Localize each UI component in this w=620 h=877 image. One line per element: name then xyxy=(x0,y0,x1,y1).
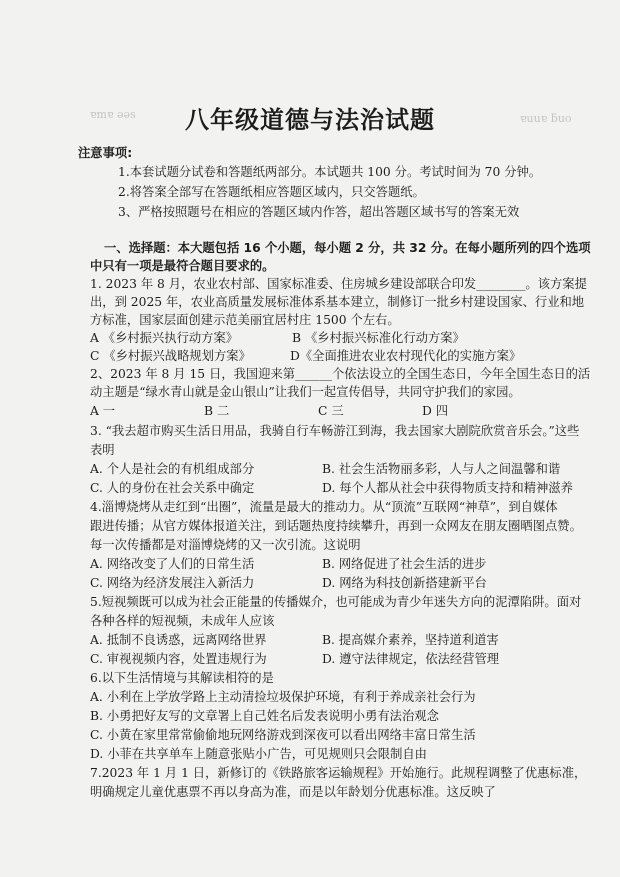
notice-item: 1.本套试题分试卷和答题纸两部分。本试题共 100 分。考试时间为 70 分钟。 xyxy=(118,165,542,179)
question-5-option-c: C. 审视视频内容，处置违规行为 xyxy=(90,652,267,666)
question-3-stem: 3. “我去超市购买生活日用品，我骑自行车畅游江到海，我去国家大剧院欣赏音乐会。”这些 xyxy=(90,424,580,438)
question-5-option-d: D. 遵守法律规定，依法经营管理 xyxy=(322,652,500,666)
bleed-through-text-left: ɐmɐ ǝǝs xyxy=(90,108,136,121)
question-1-stem: 1. 2023 年 8 月，农业农村部、国家标准委、住房城乡建设部联合印发________。该方案提 xyxy=(90,277,587,291)
question-4-option-a: A. 网络改变了人们的日常生活 xyxy=(90,557,255,571)
question-1-option-d: D《全面推进农业农村现代化的实施方案》 xyxy=(290,349,522,363)
question-6-option-a: A. 小利在上学放学路上主动清捡垃圾保护环境，有利于养成亲社会行为 xyxy=(90,690,476,704)
question-1-option-b: B 《乡村振兴标准化行动方案》 xyxy=(292,331,465,345)
question-7-stem: 7.2023 年 1 月 1 日，新修订的《铁路旅客运输规程》开始施行。此规程调整了优惠标准， xyxy=(90,766,587,780)
exam-title: 八年级道德与法治试题 xyxy=(185,106,435,134)
question-5-option-a: A. 抵制不良诱惑，远离网络世界 xyxy=(90,633,267,647)
notice-item: 3、严格按照题号在相应的答题区域内作答，超出答题区域书写的答案无效 xyxy=(118,205,520,219)
question-3-option-d: D. 每个人都从社会中获得物质支持和精神滋养 xyxy=(322,481,573,495)
bleed-through-text-right: ɐuuɐ ƃuo xyxy=(520,112,572,125)
question-2-option-c: C 三 xyxy=(318,404,344,418)
question-4-stem-cont: 每一次传播都是对淄博烧烤的又一次引流。这说明 xyxy=(90,538,361,552)
question-6-stem: 6.以下生活情境与其解读相符的是 xyxy=(90,671,274,685)
section-header-cont: 中只有一项是最符合题目要求的。 xyxy=(90,259,275,273)
question-5-stem-cont: 各种各样的短视频，未成年人应该 xyxy=(90,614,275,628)
question-6-option-b: B. 小勇把好友写的文章署上自己姓名后发表说明小勇有法治观念 xyxy=(90,709,439,723)
notice-heading: 注意事项: xyxy=(78,146,133,160)
question-5-option-b: B. 提高媒介素养，坚持道利道害 xyxy=(322,633,499,647)
section-header: 一、选择题：本大题包括 16 个小题，每小题 2 分，共 32 分。在每小题所列的四个选项 xyxy=(104,241,591,255)
question-2-stem: 2、2023 年 8 月 15 日，我国迎来第______个依法设立的全国生态日，今年全国生态日的活 xyxy=(90,367,591,381)
question-6-option-c: C. 小黄在家里常常偷偷地玩网络游戏到深夜可以看出网络丰富日常生活 xyxy=(90,728,476,742)
question-5-stem: 5.短视频既可以成为社会正能量的传播媒介，也可能成为青少年迷失方向的泥潭陷阱。面对 xyxy=(90,595,582,609)
question-3-option-a: A. 个人是社会的有机组成部分 xyxy=(90,462,255,476)
question-2-option-b: B 二 xyxy=(204,404,230,418)
question-2-stem-cont: 动主题是“绿水青山就是金山银山”让我们一起宣传倡导，共同守护我们的家园。 xyxy=(90,385,521,399)
question-3-stem-cont: 表明 xyxy=(90,443,115,457)
notice-item: 2.将答案全部写在答题纸相应答题区域内，只交答题纸。 xyxy=(118,185,425,199)
question-1-stem-cont: 方标准，国家层面创建示范美丽宜居村庄 1500 个左右。 xyxy=(90,313,400,327)
question-4-stem-cont: 跟进传播；从官方媒体报道关注，到话题热度持续攀升，再到一众网友在朋友圈晒图点赞。 xyxy=(90,519,582,533)
question-7-stem-cont: 明确规定儿童优惠票不再以身高为准，而是以年龄划分优惠标准。这反映了 xyxy=(90,785,496,799)
question-6-option-d: D. 小菲在共享单车上随意张贴小广告，可见规则只会限制自由 xyxy=(90,747,427,761)
question-3-option-b: B. 社会生活物丽多彩，人与人之间温馨和谐 xyxy=(322,462,561,476)
question-1-option-a: A 《乡村振兴执行动方案》 xyxy=(90,331,239,345)
question-1-stem-cont: 出，到 2025 年，农业高质量发展标准体系基本建立，制修订一批乡村建设国家、行业和地 xyxy=(90,295,585,309)
question-4-option-d: D. 网络为科技创新搭建新平台 xyxy=(322,576,487,590)
question-4-option-c: C. 网络为经济发展注入新活力 xyxy=(90,576,255,590)
question-2-option-d: D 四 xyxy=(422,404,449,418)
question-4-option-b: B. 网络促进了社会生活的进步 xyxy=(322,557,487,571)
question-1-option-c: C 《乡村振兴战略规划方案》 xyxy=(90,349,251,363)
question-2-option-a: A 一 xyxy=(90,404,116,418)
question-4-stem: 4.淄博烧烤从走红到“出圈”，流量是最大的推动力。从“顶流”互联网“神草”，到自媒体 xyxy=(90,500,558,514)
question-3-option-c: C. 人的身份在社会关系中确定 xyxy=(90,481,255,495)
